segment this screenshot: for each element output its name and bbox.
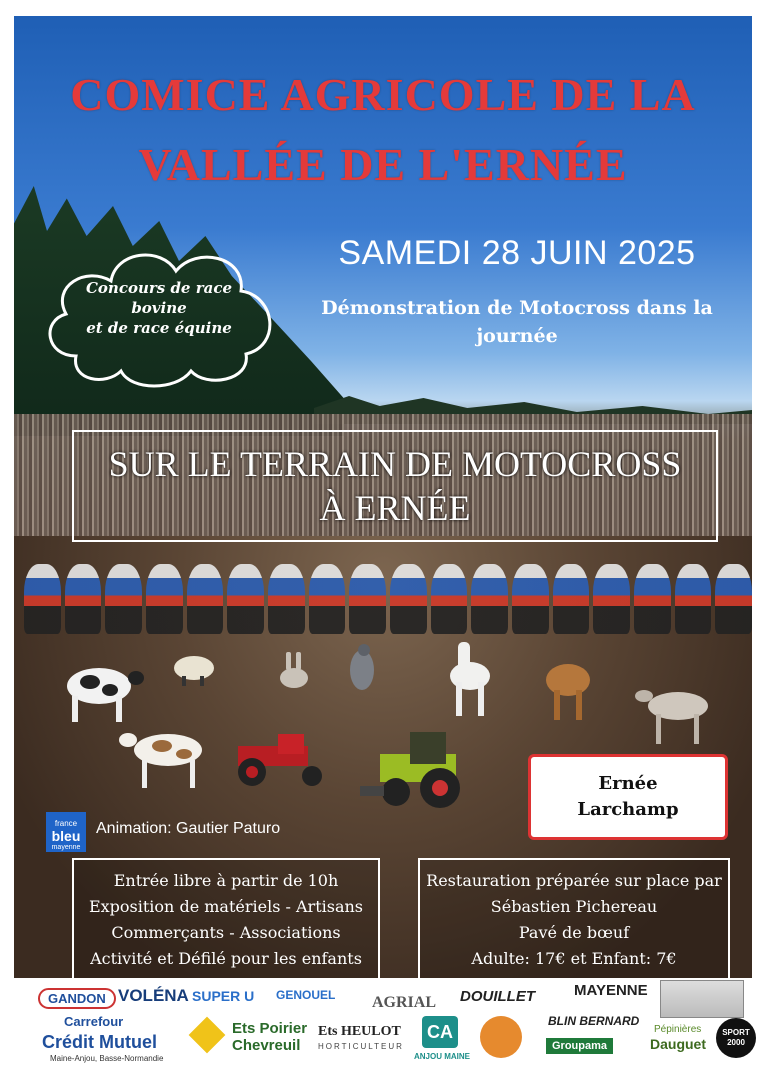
rider	[268, 564, 305, 634]
sponsor-chevreuil: Chevreuil	[232, 1037, 301, 1054]
spotted-cow-icon	[116, 724, 214, 790]
green-tractor-icon	[360, 728, 476, 810]
cloud-line-3: et de race équine	[86, 319, 232, 337]
bons-mayennais-logo	[480, 1016, 522, 1058]
rider	[512, 564, 549, 634]
title-line-1: COMICE AGRICOLE DE LA	[70, 69, 696, 120]
cloud-line-2: bovine	[131, 299, 187, 317]
france-bleu-logo	[46, 812, 86, 852]
info-left-line: Activité et Défilé pour les enfants	[90, 949, 362, 968]
sponsor-ca-region: ANJOU MAINE	[414, 1052, 471, 1061]
sponsor-pepinieres: Pépinières	[654, 1024, 702, 1035]
sponsor-gandon: GANDON	[38, 988, 116, 1009]
sponsor-poirier: Ets Poirier	[232, 1020, 308, 1037]
sponsor-heulot-sub: HORTICULTEUR	[318, 1042, 404, 1051]
sponsor-blin: BLIN BERNARD	[548, 1014, 640, 1028]
sponsor-groupama: Groupama	[546, 1038, 613, 1054]
rider	[65, 564, 102, 634]
demo-line-2: journée	[476, 325, 558, 347]
location-box	[528, 754, 728, 840]
location-line-1: Ernée	[598, 773, 658, 794]
sponsor-dauguet: Dauguet	[650, 1036, 706, 1052]
rider	[715, 564, 752, 634]
title-line-2: VALLÉE DE L'ERNÉE	[138, 139, 628, 190]
sponsor-douillet: DOUILLET	[460, 988, 535, 1005]
rider	[309, 564, 346, 634]
cloud-line-1: Concours de race	[85, 279, 232, 297]
demo-text	[282, 294, 752, 350]
sponsor-cm-region: Maine-Anjou, Basse-Normandie	[50, 1054, 164, 1063]
bull-icon	[540, 650, 596, 722]
info-box-left	[72, 858, 380, 978]
venue-banner	[72, 430, 718, 542]
event-date: SAMEDI 28 JUIN 2025	[338, 234, 696, 272]
demo-line-1: Démonstration de Motocross dans la	[321, 297, 713, 319]
sponsor-volena: VOLÉNA	[118, 986, 189, 1005]
rider	[187, 564, 224, 634]
poster-background	[14, 16, 752, 978]
rider	[349, 564, 386, 634]
rider	[227, 564, 264, 634]
info-left-line: Exposition de matériels - Artisans	[88, 897, 364, 916]
sponsor-sport2000: SPORT 2000	[716, 1018, 756, 1058]
sponsor-credit-mutuel: Crédit Mutuel	[42, 1032, 157, 1052]
sponsor-superu: SUPER U	[192, 988, 255, 1004]
rider	[675, 564, 712, 634]
truck-logo	[660, 980, 744, 1018]
rider	[24, 564, 61, 634]
sponsor-agrial: AGRIAL	[372, 994, 437, 1011]
credit-agricole-logo: CA	[422, 1016, 458, 1048]
banner-line-2: À ERNÉE	[319, 488, 471, 528]
animation-credit: Animation: Gautier Paturo	[96, 820, 281, 837]
sheep-icon	[170, 652, 218, 686]
info-left-line: Commerçants - Associations	[111, 923, 341, 942]
sponsor-mayenne: MAYENNE	[574, 982, 648, 999]
info-right-line: Restauration préparée sur place par	[426, 871, 722, 890]
sponsor-carrefour: Carrefour	[64, 1014, 124, 1029]
horse-icon	[442, 636, 496, 718]
rider	[390, 564, 427, 634]
pigeon-icon	[342, 640, 382, 700]
rider	[471, 564, 508, 634]
rabbit-icon	[276, 650, 312, 690]
location-line-2: Larchamp	[577, 799, 679, 820]
rider	[146, 564, 183, 634]
diamond-logo	[189, 1017, 226, 1054]
info-left-line: Entrée libre à partir de 10h	[113, 871, 339, 890]
rider	[431, 564, 468, 634]
rider	[553, 564, 590, 634]
radio-line-1: france	[54, 819, 78, 828]
rider	[105, 564, 142, 634]
donkey-icon	[632, 680, 718, 746]
cow-icon	[54, 656, 144, 726]
info-right-line: Adulte: 17€ et Enfant: 7€	[471, 949, 677, 968]
info-box-right	[418, 858, 730, 978]
rider	[593, 564, 630, 634]
riders-row	[24, 564, 752, 634]
radio-line-2: bleu	[51, 828, 81, 844]
info-right-line: Pavé de bœuf	[518, 923, 630, 942]
sponsor-heulot: Ets HEULOT	[318, 1024, 401, 1039]
rider	[634, 564, 671, 634]
sponsor-genouel: GENOUEL	[276, 988, 336, 1002]
banner-line-1: SUR LE TERRAIN DE MOTOCROSS	[108, 444, 682, 484]
cloud-text	[64, 278, 254, 338]
info-right-line: Sébastien Pichereau	[490, 897, 658, 916]
radio-line-3: mayenne	[51, 844, 81, 851]
poster-title	[14, 60, 752, 200]
sponsor-logos	[26, 980, 756, 1080]
red-tractor-icon	[228, 732, 330, 790]
